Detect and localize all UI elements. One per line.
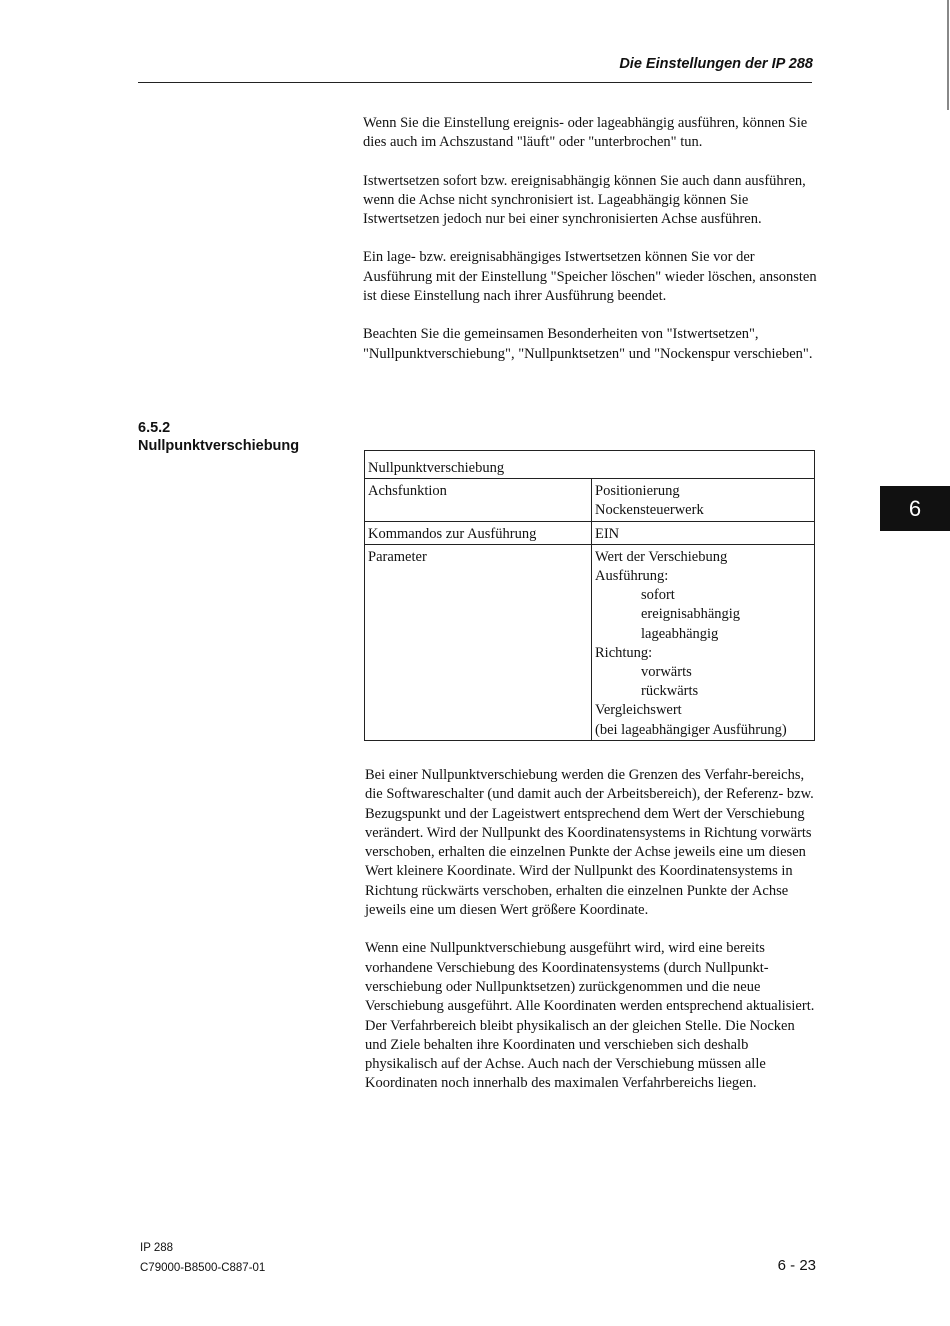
table-row-achsfunktion [365,478,814,520]
chapter-tab: 6 [880,486,950,531]
table-option: sofort [641,587,675,604]
footer-product: IP 288 [140,1242,174,1254]
table-value-line: Positionierung [595,483,680,500]
table-value-line: Richtung: [595,644,653,661]
footer-doc-number: C79000-B8500-C887-01 [140,1262,266,1274]
page-header-title: Die Einstellungen der IP 288 [619,56,813,72]
body-paragraph: Bei einer Nullpunktverschiebung werden die Grenzen des Verfahr-bereichs, die Softwareschalter (und damit auch der Arbeitsbereich), der Referenz- bzw. Bezugspunkt und der Lageistwert entsprechend dem Wert der Verschiebung verändert. Wird der Nullpunkt des Koordinatensystems in Richtung vorwärts verschoben, erhalten die einzelnen Punkte der Achse jeweils eine um diesen Wert kleinere Koordinate. Wird der Nullpunkt des Koordinatensystems in Richtung rückwärts verschoben, erhalten die einzelnen Punkte der Achse jeweils eine um diesen Wert größere Koordinate. [365,767,814,919]
table-row-kommandos [365,521,814,544]
table-value-line: Vergleichswert [595,702,682,719]
intro-text [363,114,818,383]
table-option: lageabhängig [641,625,719,642]
table-label: Achsfunktion [365,479,592,520]
table-option: vorwärts [641,664,692,681]
table-value-line: (bei lageabhängiger Ausführung) [595,721,787,738]
table-value-line: Ausführung: [595,568,669,585]
intro-paragraph: Beachten Sie die gemeinsamen Besonderheiten von "Istwertsetzen", "Nullpunktverschiebung", "Nullpunktsetzen" und "Nockenspur verschieben". [363,326,813,362]
body-paragraph: Wenn eine Nullpunktverschiebung ausgeführt wird, wird eine bereits vorhandene Verschiebung des Koordinatensystems (durch Nullpunkt-verschiebung oder Nullpunktsetzen) zurückgenommen und die neue Verschiebung ausgeführt. Alle Koordinaten werden entsprechend aktualisiert. Der Verfahrbereich bleibt physikalisch an der gleichen Stelle. Die Nocken und Ziele behalten ihre Koordinaten und verschieben sich deshalb physikalisch auf der Achse. Auch nach der Verschiebung müssen alle Koordinaten noch innerhalb des maximalen Verfahrbereichs liegen. [365,940,815,1092]
header-rule [138,82,812,83]
table-title-row [365,451,814,478]
footer-page-number: 6 - 23 [777,1257,816,1274]
table-title: Nullpunktverschiebung [368,460,505,476]
body-text [365,766,820,1113]
section-title: Nullpunktverschiebung [138,438,300,454]
table-value-line: Nockensteuerwerk [595,502,704,519]
table-row-parameter [365,544,814,740]
table-value: EIN [595,525,620,542]
section-number: 6.5.2 [138,420,171,436]
table-value [592,479,814,520]
intro-paragraph: Istwertsetzen sofort bzw. ereignisabhängig können Sie auch dann ausführen, wenn die Achse nicht synchronisiert ist. Lageabhängig können Sie Istwertsetzen jedoch nur bei einer synchronisierten Achse ausführen. [363,172,806,228]
table-option: rückwärts [641,683,699,700]
table-value [592,545,814,740]
table-value-line: Wert der Verschiebung [595,548,728,565]
settings-table [364,450,815,741]
intro-paragraph: Wenn Sie die Einstellung ereignis- oder lageabhängig ausführen, können Sie dies auch im Achszustand "läuft" oder "unterbrochen" tun. [363,115,808,151]
table-label: Kommandos zur Ausführung [365,522,592,544]
table-label: Parameter [365,545,592,740]
intro-paragraph: Ein lage- bzw. ereignisabhängiges Istwertsetzen können Sie vor der Ausführung mit der Einstellung "Speicher löschen" wieder löschen, ansonsten ist diese Einstellung nach ihrer Ausführung beendet. [363,249,817,305]
table-option: ereignisabhängig [641,606,741,623]
page-edge-line [947,0,949,110]
